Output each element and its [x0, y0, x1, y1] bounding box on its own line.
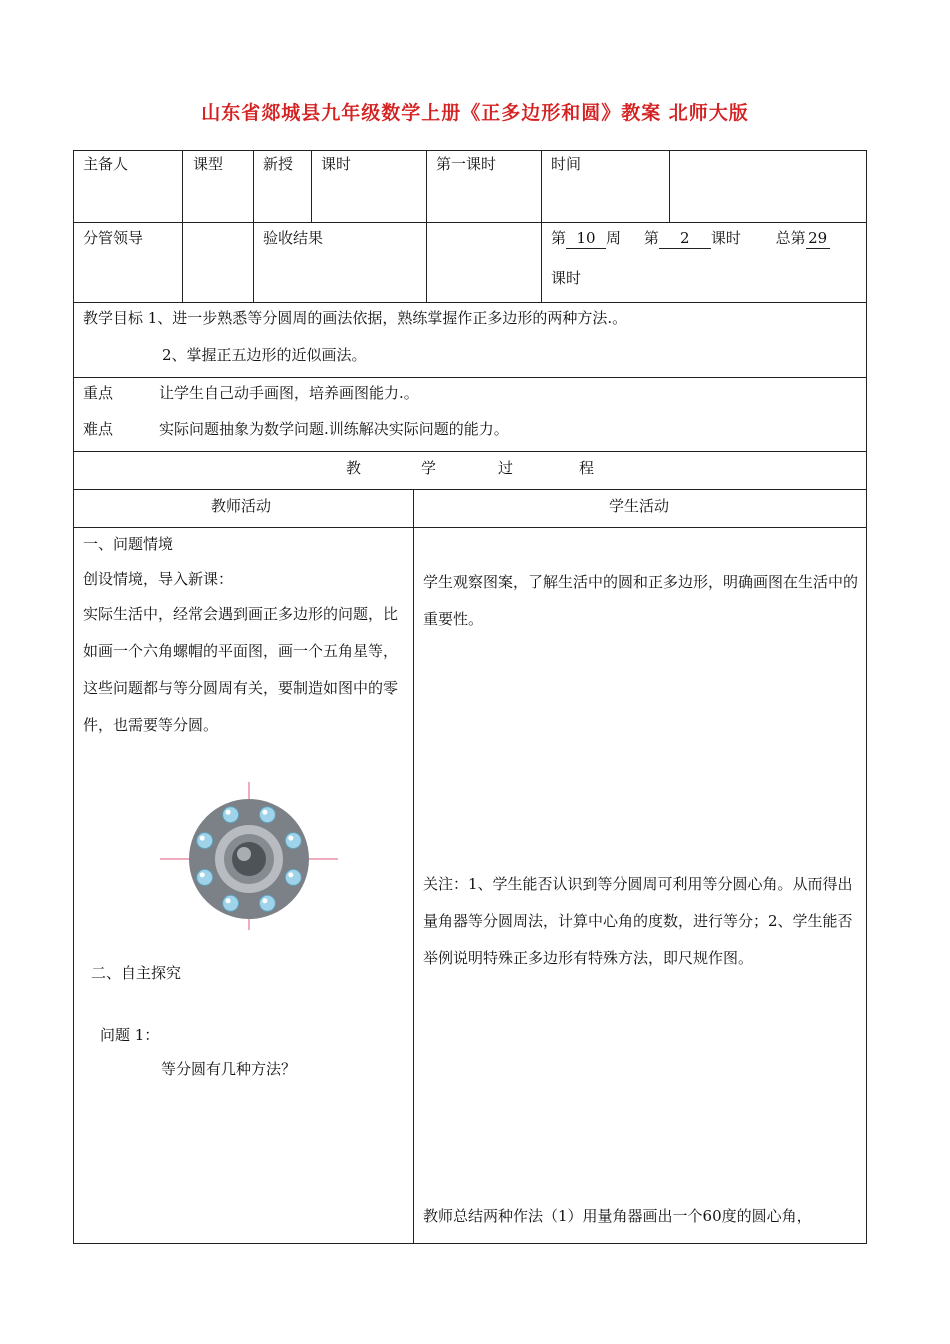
- schedule-suffix: 课时: [551, 269, 582, 287]
- key-text: 让学生自己动手画图，培养画图能力.。: [159, 384, 419, 402]
- preparer-label: 主备人: [83, 155, 129, 173]
- lesson-type-value: 新授: [263, 155, 294, 173]
- ball: [223, 807, 239, 823]
- key-label: 重点: [83, 384, 114, 402]
- time-label: 时间: [551, 155, 582, 173]
- bore-inner: [232, 842, 266, 876]
- ball: [197, 869, 213, 885]
- teacher-paragraph: 实际生活中，经常会遇到画正多边形的问题，比如画一个六角螺帽的平面图，画一个五角星等，这些问题都与等分圆周有关，要制造如图中的零件，也需要等分圆。: [83, 605, 399, 734]
- ball-highlight: [262, 898, 267, 903]
- ball: [285, 833, 301, 849]
- objective-1: 教学目标 1、进一步熟悉等分圆周的画法依据，熟练掌握作正多边形的两种方法.。: [83, 309, 628, 327]
- process-heading-char: 过: [498, 459, 514, 477]
- objective-2: 2、掌握正五边形的近似画法。: [162, 346, 367, 364]
- ball: [285, 869, 301, 885]
- ball: [259, 807, 275, 823]
- process-heading-char: 教: [346, 459, 362, 477]
- process-heading-char: 程: [579, 459, 595, 477]
- ball: [197, 833, 213, 849]
- ball: [223, 895, 239, 911]
- ball-highlight: [226, 898, 231, 903]
- period-label: 课时: [321, 155, 352, 173]
- process-heading-char: 学: [421, 459, 437, 477]
- student-paragraph-3: 教师总结两种作法（1）用量角器画出一个60度的圆心角，: [423, 1207, 812, 1225]
- ball-highlight: [200, 836, 205, 841]
- teacher-intro: 创设情境，导入新课：: [83, 570, 234, 588]
- ball-highlight: [288, 836, 293, 841]
- supervisor-label: 分管领导: [83, 229, 144, 247]
- total-number: 29: [806, 228, 830, 249]
- acceptance-label: 验收结果: [263, 229, 324, 247]
- difficulty-text: 实际问题抽象为数学问题.训练解决实际问题的能力。: [159, 420, 509, 438]
- teacher-section-1: 一、问题情境: [83, 535, 174, 553]
- bore-highlight: [237, 847, 251, 861]
- schedule-line: 第 10 周 第 2 课时 总第 29: [551, 228, 861, 249]
- teacher-column-heading: 教师活动: [211, 497, 272, 515]
- page-title: 山东省郯城县九年级数学上册《正多边形和圆》教案 北师大版: [201, 102, 749, 124]
- lesson-number: 2: [659, 228, 711, 249]
- ball-highlight: [226, 810, 231, 815]
- student-column-heading: 学生活动: [609, 497, 670, 515]
- question-text: 等分圆有几种方法？: [161, 1060, 297, 1078]
- week-number: 10: [566, 228, 606, 249]
- student-paragraph-1: 学生观察图案，了解生活中的圆和正多边形，明确画图在生活中的重要性。: [423, 573, 859, 628]
- ball-highlight: [288, 872, 293, 877]
- lesson-type-label: 课型: [193, 155, 224, 173]
- ball: [259, 895, 275, 911]
- ball-highlight: [262, 810, 267, 815]
- teacher-section-2: 二、自主探究: [91, 964, 182, 982]
- ball-highlight: [200, 872, 205, 877]
- difficulty-label: 难点: [83, 420, 114, 438]
- student-paragraph-2: 关注：1、学生能否认识到等分圆周可利用等分圆心角。从而得出量角器等分圆周法，计算中心角的度数，进行等分；2、学生能否举例说明特殊正多边形有特殊方法，即尺规作图。: [423, 875, 853, 967]
- period-value: 第一课时: [436, 155, 497, 173]
- question-label: 问题 1：: [100, 1026, 160, 1044]
- gear-part-figure: [160, 780, 338, 930]
